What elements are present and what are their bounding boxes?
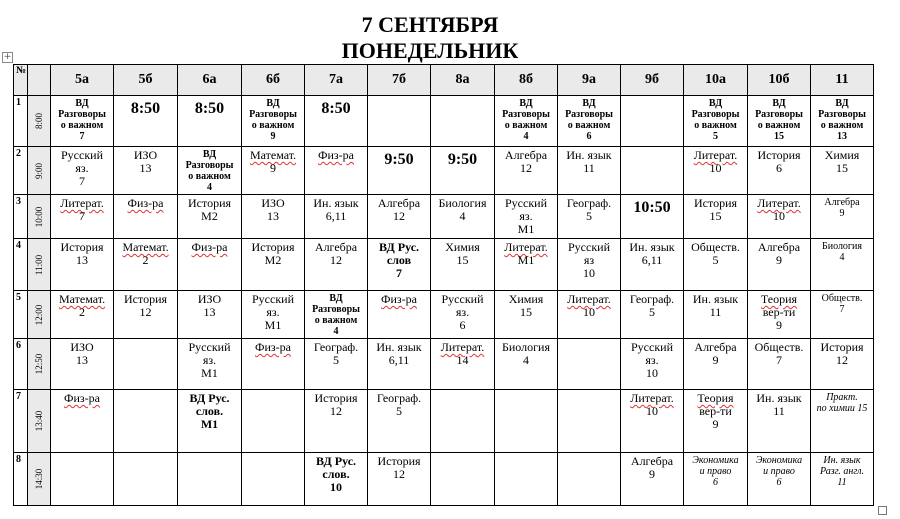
- schedule-cell[interactable]: [178, 339, 242, 390]
- schedule-cell[interactable]: [684, 453, 748, 506]
- lesson-text: Ин. язык 11: [692, 292, 739, 319]
- lesson-text: Русский яз 10: [568, 240, 610, 280]
- lesson-text-line: Физ-ра: [318, 148, 354, 162]
- lesson-text: Географ. 5: [629, 292, 675, 319]
- lesson-time: 9:00: [34, 162, 44, 179]
- schedule-cell[interactable]: [748, 390, 811, 453]
- lesson-text-line: 7: [79, 209, 85, 223]
- schedule-cell[interactable]: [305, 147, 368, 195]
- lesson-text-line: Физ-ра: [191, 240, 228, 254]
- lesson-number: 1: [14, 96, 28, 147]
- lesson-text: ИЗО 13: [197, 292, 222, 319]
- schedule-cell[interactable]: [558, 147, 621, 195]
- lesson-text: ВД Разговоры о важном 4: [502, 98, 550, 142]
- lesson-text: История 12: [820, 340, 864, 367]
- lesson-text: Русский яз. М1: [188, 340, 231, 380]
- lesson-text: ВД Разговоры о важном 13: [818, 98, 866, 142]
- lesson-text-line: Физ-ра: [381, 292, 417, 306]
- lesson-time: 12:00: [34, 304, 44, 325]
- schedule-cell[interactable]: [368, 453, 431, 506]
- schedule-cell[interactable]: [368, 195, 431, 239]
- lesson-text-line: Математ.: [249, 148, 297, 162]
- lesson-text: ВД Разговоры о важном 5: [691, 98, 740, 142]
- lesson-text: Химия 15: [445, 240, 480, 267]
- schedule-cell[interactable]: [495, 339, 558, 390]
- lesson-text-line: Литерат.: [567, 292, 611, 306]
- lesson-text: Русский яз. М1: [505, 196, 547, 236]
- lesson-text: Обществ. 5: [691, 240, 740, 267]
- schedule-cell[interactable]: [748, 239, 811, 291]
- lesson-text: [114, 390, 177, 392]
- lesson-text: Биология 4: [821, 241, 862, 263]
- schedule-cell[interactable]: [431, 96, 495, 147]
- lesson-text: [114, 453, 177, 455]
- schedule-cell[interactable]: [431, 195, 495, 239]
- schedule-cell[interactable]: [368, 96, 431, 147]
- lesson-text: [495, 390, 557, 392]
- lesson-text: Ин. язык 6,11: [376, 340, 422, 367]
- schedule-cell[interactable]: [242, 453, 305, 506]
- lesson-text: [368, 291, 430, 306]
- schedule-cell[interactable]: [558, 390, 621, 453]
- lesson-text: [495, 453, 557, 455]
- lesson-text-line: Литерат.: [757, 196, 801, 210]
- lesson-text: [114, 195, 177, 210]
- lesson-number: 2: [14, 147, 28, 195]
- schedule-cell[interactable]: [811, 147, 874, 195]
- schedule-cell[interactable]: [51, 195, 114, 239]
- lesson-text: Экономика и право 6: [755, 455, 803, 488]
- schedule-cell[interactable]: [684, 147, 748, 195]
- schedule-cell[interactable]: [558, 291, 621, 339]
- lesson-time-cell: [28, 390, 51, 453]
- lesson-text: Обществ. 7: [821, 293, 863, 315]
- schedule-cell[interactable]: [305, 390, 368, 453]
- table-move-handle-icon[interactable]: +: [3, 52, 12, 62]
- lesson-text-line: Литерат.: [440, 340, 485, 354]
- header-number-cell: №: [14, 65, 28, 96]
- lesson-text: ВД Разговоры о важном 4: [185, 149, 234, 193]
- lesson-text: История 13: [60, 240, 104, 267]
- schedule-cell[interactable]: [114, 291, 178, 339]
- schedule-cell[interactable]: [178, 390, 242, 453]
- class-header: 5б: [114, 65, 178, 96]
- lesson-number: 8: [14, 453, 28, 506]
- lesson-text: ВД Разговоры о важном 6: [565, 98, 613, 142]
- schedule-cell[interactable]: [495, 291, 558, 339]
- schedule-cell[interactable]: [305, 453, 368, 506]
- schedule-cell[interactable]: [51, 147, 114, 195]
- lesson-text-line: Литерат.: [60, 196, 104, 210]
- lesson-text: 8:50: [130, 100, 161, 117]
- lesson-row: [14, 96, 874, 147]
- schedule-cell[interactable]: [51, 453, 114, 506]
- lesson-text: История 12: [314, 391, 358, 418]
- lesson-row: [14, 147, 874, 195]
- lesson-row: [14, 291, 874, 339]
- lesson-text-line: 9: [270, 161, 276, 175]
- schedule-cell[interactable]: [811, 195, 874, 239]
- lesson-text: Алгебра 9: [824, 197, 860, 219]
- schedule-cell[interactable]: [621, 147, 684, 195]
- lesson-row: [14, 239, 874, 291]
- class-header: 8а: [431, 65, 495, 96]
- lesson-text: [368, 96, 430, 98]
- schedule-cell[interactable]: [495, 453, 558, 506]
- lesson-text: [114, 239, 177, 267]
- lesson-row: [14, 339, 874, 390]
- schedule-cell[interactable]: [114, 96, 178, 147]
- lesson-text: [431, 96, 494, 98]
- lesson-text: [558, 390, 620, 392]
- lesson-text: [621, 96, 683, 98]
- lesson-text: Алгебра 12: [377, 196, 421, 223]
- schedule-cell[interactable]: [178, 96, 242, 147]
- schedule-cell[interactable]: [684, 390, 748, 453]
- schedule-cell[interactable]: [114, 453, 178, 506]
- schedule-cell[interactable]: [811, 339, 874, 390]
- lesson-text: Алгебра 12: [504, 148, 548, 175]
- lesson-time-cell: [28, 239, 51, 291]
- lesson-time: 12:50: [34, 353, 44, 375]
- schedule-cell[interactable]: [558, 96, 621, 147]
- lesson-text: 8:50: [321, 100, 351, 117]
- schedule-cell[interactable]: [51, 339, 114, 390]
- lesson-text: [51, 291, 113, 319]
- schedule-cell[interactable]: [178, 291, 242, 339]
- schedule-cell[interactable]: [51, 239, 114, 291]
- schedule-cell[interactable]: [684, 96, 748, 147]
- schedule-cell[interactable]: [748, 453, 811, 506]
- lesson-text-line: вер-ти: [699, 404, 732, 418]
- page-title-day: ПОНЕДЕЛЬНИК: [341, 38, 519, 63]
- lesson-time-cell: [28, 291, 51, 339]
- class-header: 9б: [621, 65, 684, 96]
- schedule-cell[interactable]: [811, 390, 874, 453]
- lesson-text: [431, 453, 494, 455]
- schedule-cell[interactable]: [305, 291, 368, 339]
- schedule-cell[interactable]: [178, 453, 242, 506]
- schedule-cell[interactable]: [621, 195, 684, 239]
- lesson-row: [14, 195, 874, 239]
- lesson-text: [51, 390, 113, 405]
- schedule-cell[interactable]: [431, 339, 495, 390]
- schedule-cell[interactable]: [621, 239, 684, 291]
- lesson-text: Алгебра 12: [314, 240, 358, 267]
- lesson-text-line: Литерат.: [693, 148, 738, 162]
- class-header: 10а: [684, 65, 748, 96]
- schedule-cell[interactable]: [621, 96, 684, 147]
- schedule-cell[interactable]: [114, 390, 178, 453]
- schedule-cell[interactable]: [495, 195, 558, 239]
- page-title-date: 7 СЕНТЯБРЯ: [361, 12, 499, 37]
- lesson-text-line: 9: [776, 318, 782, 332]
- lesson-number: 5: [14, 291, 28, 339]
- lesson-text-line: М1: [517, 253, 535, 267]
- lesson-text: [431, 390, 494, 392]
- schedule-cell[interactable]: [305, 239, 368, 291]
- schedule-cell[interactable]: [431, 239, 495, 291]
- lesson-text: Географ. 5: [376, 391, 422, 418]
- lesson-text-line: 14: [456, 353, 469, 367]
- lesson-text: ИЗО 13: [261, 196, 285, 223]
- lesson-text: [242, 390, 304, 392]
- schedule-cell[interactable]: [431, 453, 495, 506]
- schedule-cell[interactable]: [811, 453, 874, 506]
- class-header: 9а: [558, 65, 621, 96]
- lesson-text: ВД Рус. слов 7: [378, 240, 420, 280]
- lesson-text: 10:50: [633, 199, 671, 216]
- schedule-cell[interactable]: [368, 239, 431, 291]
- lesson-text: [748, 195, 810, 223]
- lesson-text: [558, 453, 620, 455]
- lesson-text-line: 9: [712, 417, 719, 431]
- lesson-text: История 6: [757, 148, 801, 175]
- lesson-text: [621, 147, 683, 149]
- lesson-text: [242, 339, 304, 354]
- lesson-text: ВД Рус. слов. 10: [315, 454, 357, 494]
- schedule-cell[interactable]: [431, 390, 495, 453]
- lesson-text: 8:50: [194, 100, 225, 117]
- lesson-number: 4: [14, 239, 28, 291]
- lesson-text: Алгебра 9: [694, 340, 737, 367]
- lesson-time-cell: [28, 339, 51, 390]
- class-header: 8б: [495, 65, 558, 96]
- lesson-text: [51, 195, 113, 223]
- lesson-text: Ин. язык 11: [756, 391, 802, 418]
- lesson-text-line: Литерат.: [504, 240, 548, 254]
- lesson-text: Химия 15: [508, 292, 544, 319]
- schedule-cell[interactable]: [684, 239, 748, 291]
- lesson-number: 7: [14, 390, 28, 453]
- schedule-cell[interactable]: [51, 291, 114, 339]
- lesson-text: ИЗО 13: [70, 340, 94, 367]
- lesson-text: Русский яз. 6: [441, 292, 484, 332]
- lesson-text: [51, 453, 113, 455]
- schedule-cell[interactable]: [114, 195, 178, 239]
- lesson-text: [748, 291, 810, 332]
- lesson-text: [431, 339, 494, 367]
- schedule-cell[interactable]: [368, 291, 431, 339]
- lesson-text-line: 2: [79, 305, 85, 319]
- schedule-cell[interactable]: [811, 291, 874, 339]
- lesson-text: Обществ. 7: [754, 340, 804, 367]
- class-header: 5а: [51, 65, 114, 96]
- schedule-cell[interactable]: [242, 390, 305, 453]
- lesson-text-line: Математ.: [58, 292, 106, 306]
- class-header: 7б: [368, 65, 431, 96]
- lesson-text-line: вер-ти: [762, 305, 796, 319]
- schedule-cell[interactable]: [748, 339, 811, 390]
- lesson-time: 10:00: [34, 206, 44, 227]
- schedule-cell[interactable]: [242, 147, 305, 195]
- schedule-cell[interactable]: [621, 390, 684, 453]
- schedule-cell[interactable]: [495, 390, 558, 453]
- lesson-time-cell: [28, 96, 51, 147]
- lesson-time: 14:30: [34, 468, 44, 490]
- lesson-text: ВД Разговоры о важном 15: [755, 98, 803, 142]
- lesson-time: 13:40: [34, 410, 44, 432]
- lesson-text-line: Физ-ра: [255, 340, 291, 354]
- lesson-time: 11:00: [34, 254, 44, 275]
- lesson-text-line: 10: [773, 209, 785, 223]
- schedule-cell[interactable]: [114, 339, 178, 390]
- schedule-cell[interactable]: [748, 195, 811, 239]
- class-header: 11: [811, 65, 874, 96]
- schedule-cell[interactable]: [748, 96, 811, 147]
- schedule-cell[interactable]: [748, 147, 811, 195]
- schedule-cell[interactable]: [242, 291, 305, 339]
- schedule-cell[interactable]: [178, 147, 242, 195]
- lesson-text-line: Физ-ра: [64, 391, 100, 405]
- lesson-text: ВД Разговоры о важном 4: [312, 293, 360, 337]
- class-header: 10б: [748, 65, 811, 96]
- lesson-text: Алгебра 9: [757, 240, 801, 267]
- schedule-cell[interactable]: [621, 291, 684, 339]
- lesson-text: Русский яз. М1: [252, 292, 294, 332]
- lesson-text-line: 10: [583, 305, 595, 319]
- schedule-cell[interactable]: [684, 291, 748, 339]
- schedule-cell[interactable]: [368, 147, 431, 195]
- lesson-text: [242, 147, 304, 175]
- lesson-text: [558, 291, 620, 319]
- lesson-text: [495, 239, 557, 267]
- lesson-time-cell: [28, 453, 51, 506]
- schedule-cell[interactable]: [748, 291, 811, 339]
- lesson-row: [14, 453, 874, 506]
- lesson-text-line: Математ.: [122, 240, 169, 254]
- schedule-cell[interactable]: [114, 147, 178, 195]
- schedule-cell[interactable]: [178, 239, 242, 291]
- lesson-text: Практ. по химии 15: [816, 392, 868, 414]
- class-header: 6б: [242, 65, 305, 96]
- schedule-cell[interactable]: [368, 390, 431, 453]
- lesson-text: 9:50: [384, 151, 414, 168]
- lesson-text: [114, 339, 177, 341]
- lesson-text-line: 2: [142, 253, 149, 267]
- lesson-text: [178, 239, 241, 254]
- lesson-text: [305, 147, 367, 162]
- lesson-text: История М2: [251, 240, 295, 267]
- lesson-row: [14, 390, 874, 453]
- lesson-time: 8:00: [34, 112, 44, 130]
- lesson-time-cell: [28, 147, 51, 195]
- lesson-text: [684, 390, 747, 431]
- schedule-cell[interactable]: [431, 147, 495, 195]
- header-time-cell: [28, 65, 51, 96]
- schedule-cell[interactable]: [178, 195, 242, 239]
- lesson-text-line: Теория: [697, 391, 734, 405]
- schedule-cell[interactable]: [495, 147, 558, 195]
- lesson-text: Биология 4: [438, 196, 487, 223]
- class-header: 6а: [178, 65, 242, 96]
- schedule-table: [13, 64, 874, 506]
- schedule-cell[interactable]: [621, 339, 684, 390]
- schedule-cell[interactable]: [811, 239, 874, 291]
- schedule-cell[interactable]: [305, 339, 368, 390]
- lesson-text-line: Теория: [760, 292, 798, 306]
- lesson-number: 3: [14, 195, 28, 239]
- lesson-text: Географ. 5: [313, 340, 359, 367]
- lesson-text: Ин. язык 6,11: [313, 196, 359, 223]
- lesson-text: Экономика и право 6: [692, 455, 739, 488]
- schedule-cell[interactable]: [51, 390, 114, 453]
- lesson-text-line: Литерат.: [630, 391, 674, 405]
- schedule-cell[interactable]: [51, 96, 114, 147]
- schedule-cell[interactable]: [495, 239, 558, 291]
- schedule-cell[interactable]: [621, 453, 684, 506]
- lesson-text: [178, 453, 241, 455]
- table-resize-handle[interactable]: [878, 506, 887, 515]
- lesson-text: История 15: [693, 196, 738, 223]
- schedule-cell[interactable]: [558, 339, 621, 390]
- header-row: [14, 65, 874, 96]
- schedule-cell[interactable]: [558, 453, 621, 506]
- lesson-text: Географ. 5: [566, 196, 612, 223]
- lesson-text: Алгебра 9: [630, 454, 674, 481]
- lesson-text: Ин. язык Разг. англ. 11: [820, 455, 864, 488]
- lesson-text: ИЗО 13: [133, 148, 158, 175]
- lesson-text: [621, 390, 683, 418]
- class-header: 7а: [305, 65, 368, 96]
- lesson-text-line: 10: [646, 404, 658, 418]
- lesson-text: [242, 453, 304, 455]
- schedule-cell[interactable]: [811, 96, 874, 147]
- lesson-text: Ин. язык 6,11: [629, 240, 675, 267]
- lesson-text: Русский яз. 7: [61, 148, 103, 188]
- schedule-cell[interactable]: [305, 195, 368, 239]
- lesson-text: Биология 4: [501, 340, 550, 367]
- lesson-text: [558, 339, 620, 341]
- lesson-text: [684, 147, 747, 175]
- lesson-time-cell: [28, 195, 51, 239]
- lesson-text: Ин. язык 11: [566, 148, 612, 175]
- lesson-text-line: Физ-ра: [127, 196, 164, 210]
- lesson-text: 9:50: [447, 151, 478, 168]
- schedule-cell[interactable]: [684, 339, 748, 390]
- schedule-cell[interactable]: [368, 339, 431, 390]
- schedule-cell[interactable]: [242, 96, 305, 147]
- lesson-text: Русский яз. 10: [631, 340, 673, 380]
- lesson-number: 6: [14, 339, 28, 390]
- schedule-cell[interactable]: [242, 339, 305, 390]
- schedule-cell[interactable]: [558, 239, 621, 291]
- lesson-text: История 12: [123, 292, 168, 319]
- schedule-cell[interactable]: [242, 195, 305, 239]
- lesson-text: Химия 15: [824, 148, 860, 175]
- lesson-text-line: 10: [709, 161, 722, 175]
- schedule-cell[interactable]: [558, 195, 621, 239]
- lesson-text: ВД Рус. слов. М1: [189, 391, 230, 431]
- schedule-cell[interactable]: [242, 239, 305, 291]
- schedule-cell[interactable]: [431, 291, 495, 339]
- lesson-text: История 12: [377, 454, 421, 481]
- schedule-cell[interactable]: [495, 96, 558, 147]
- lesson-text: История М2: [187, 196, 232, 223]
- schedule-cell[interactable]: [114, 239, 178, 291]
- lesson-text: ВД Разговоры о важном 7: [58, 98, 106, 142]
- schedule-cell[interactable]: [305, 96, 368, 147]
- schedule-cell[interactable]: [684, 195, 748, 239]
- lesson-text: ВД Разговоры о важном 9: [249, 98, 297, 142]
